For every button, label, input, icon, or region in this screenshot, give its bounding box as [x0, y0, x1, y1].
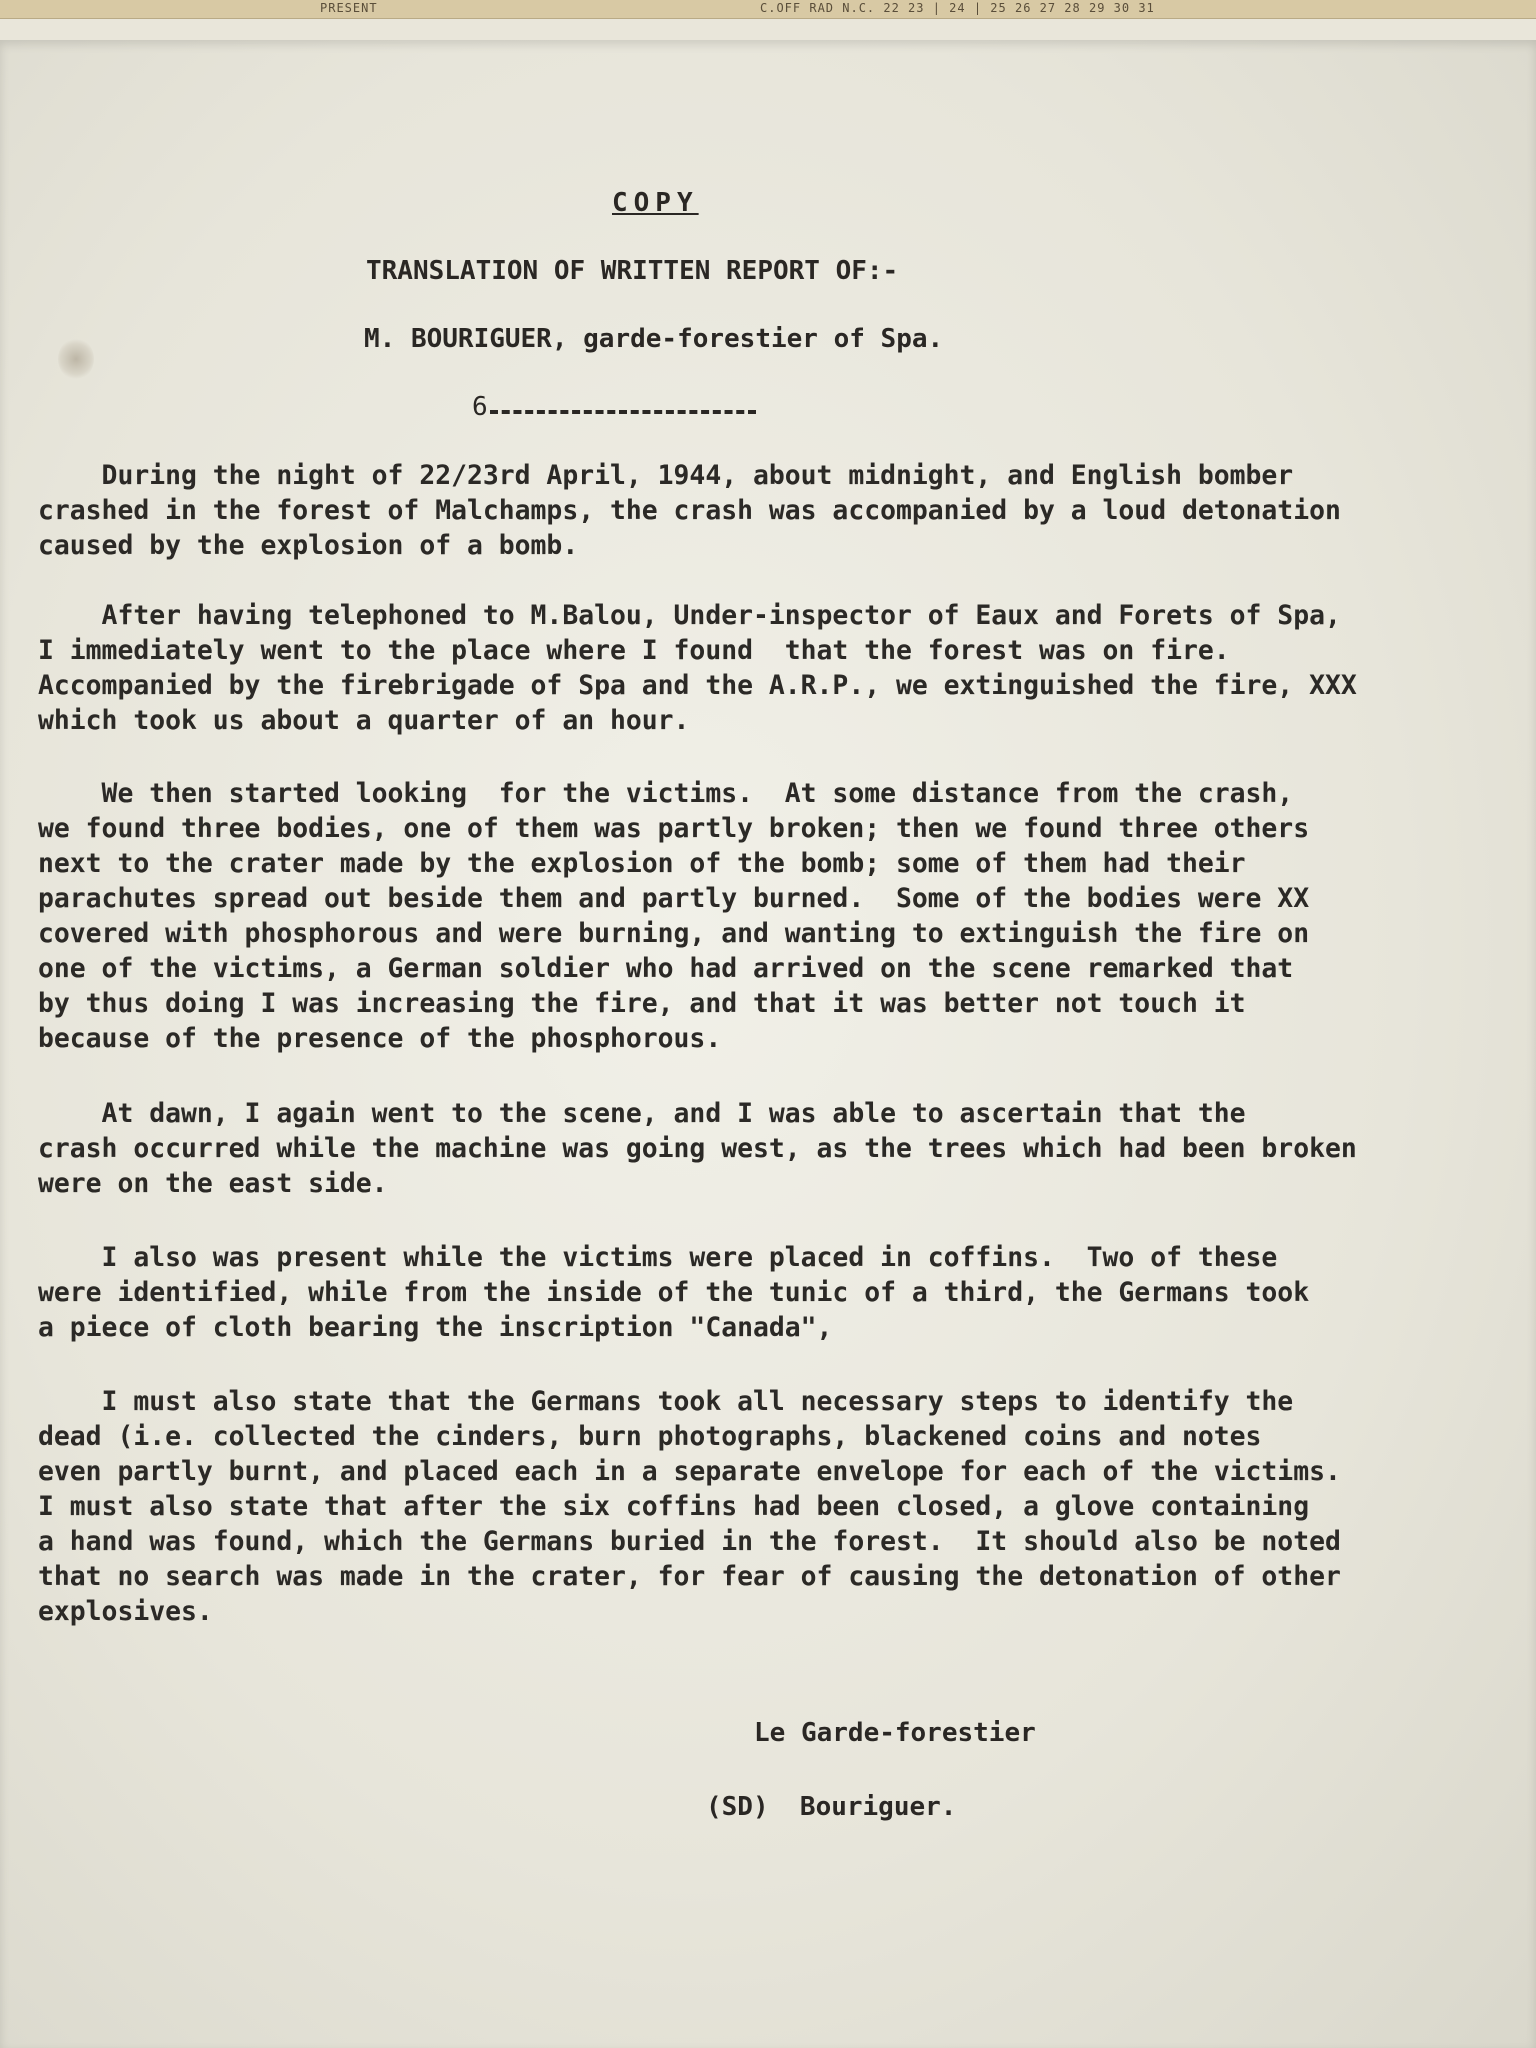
paragraph-line: At dawn, I again went to the scene, and I was able to ascertain that the: [38, 1098, 1246, 1129]
signature-name: (SD) Bouriguer.: [706, 1792, 957, 1822]
paragraph-line: which took us about a quarter of an hour.: [38, 705, 690, 736]
paragraph-line: that no search was made in the crater, for fear of causing the detonation of other: [38, 1561, 1341, 1592]
paragraph-line: one of the victims, a German soldier who had arrived on the scene remarked that: [38, 953, 1294, 984]
paragraph-line: by thus doing I was increasing the fire, and that it was better not touch it: [38, 988, 1246, 1019]
paragraph-line: because of the presence of the phosphorous.: [38, 1023, 722, 1054]
paragraph-line: Accompanied by the firebrigade of Spa and the A.R.P., we extinguished the fire, XXX: [38, 670, 1357, 701]
copy-title: COPY: [612, 188, 699, 218]
report-heading: TRANSLATION OF WRITTEN REPORT OF:-: [366, 256, 899, 286]
header-strip-left-text: PRESENT: [320, 1, 378, 15]
paragraph-line: next to the crater made by the explosion of the bomb; some of them had their: [38, 848, 1246, 879]
paragraph-line: were identified, while from the inside of the tunic of a third, the Germans took: [38, 1277, 1310, 1308]
paragraph-line: I also was present while the victims were placed in coffins. Two of these: [38, 1242, 1278, 1273]
paragraph-line: we found three bodies, one of them was partly broken; then we found three others: [38, 813, 1310, 844]
page-number: 6: [472, 392, 488, 422]
paragraph-line: crashed in the forest of Malchamps, the crash was accompanied by a loud detonation: [38, 495, 1341, 526]
paragraph-line: a hand was found, which the Germans buried in the forest. It should also be noted: [38, 1526, 1341, 1557]
paragraph-line: a piece of cloth bearing the inscription "Canada",: [38, 1312, 833, 1343]
page-number-rule: [490, 410, 756, 414]
paragraph-1: [38, 458, 1518, 563]
paragraph-line: I must also state that the Germans took all necessary steps to identify the: [38, 1386, 1294, 1417]
paragraph-line: parachutes spread out beside them and partly burned. Some of the bodies were XX: [38, 883, 1310, 914]
paragraph-line: I immediately went to the place where I found that the forest was on fire.: [38, 635, 1230, 666]
paragraph-line: covered with phosphorous and were burning, and wanting to extinguish the fire on: [38, 918, 1310, 949]
paragraph-line: During the night of 22/23rd April, 1944, about midnight, and English bomber: [38, 460, 1294, 491]
paragraph-3: [38, 776, 1518, 1056]
paragraph-line: We then started looking for the victims. At some distance from the crash,: [38, 778, 1294, 809]
author-line: M. BOURIGUER, garde-forestier of Spa.: [364, 324, 944, 354]
paragraph-line: crash occurred while the machine was going west, as the trees which had been broken: [38, 1133, 1357, 1164]
paragraph-6: [38, 1384, 1518, 1629]
paragraph-line: After having telephoned to M.Balou, Under-inspector of Eaux and Forets of Spa,: [38, 600, 1341, 631]
header-strip: [0, 0, 1536, 19]
paragraph-line: dead (i.e. collected the cinders, burn photographs, blackened coins and notes: [38, 1421, 1262, 1452]
paragraph-line: I must also state that after the six coffins had been closed, a glove containing: [38, 1491, 1310, 1522]
paragraph-line: even partly burnt, and placed each in a separate envelope for each of the victims.: [38, 1456, 1341, 1487]
paragraph-4: [38, 1096, 1518, 1201]
signature-title: Le Garde-forestier: [754, 1718, 1036, 1748]
punch-hole-mark: [58, 338, 94, 380]
header-strip-right-text: C.OFF RAD N.C. 22 23 | 24 | 25 26 27 28 29 30 31: [760, 1, 1155, 15]
paragraph-line: explosives.: [38, 1596, 213, 1627]
paragraph-5: [38, 1240, 1518, 1345]
paragraph-line: were on the east side.: [38, 1168, 388, 1199]
paragraph-2: [38, 598, 1518, 738]
paragraph-line: caused by the explosion of a bomb.: [38, 530, 579, 561]
